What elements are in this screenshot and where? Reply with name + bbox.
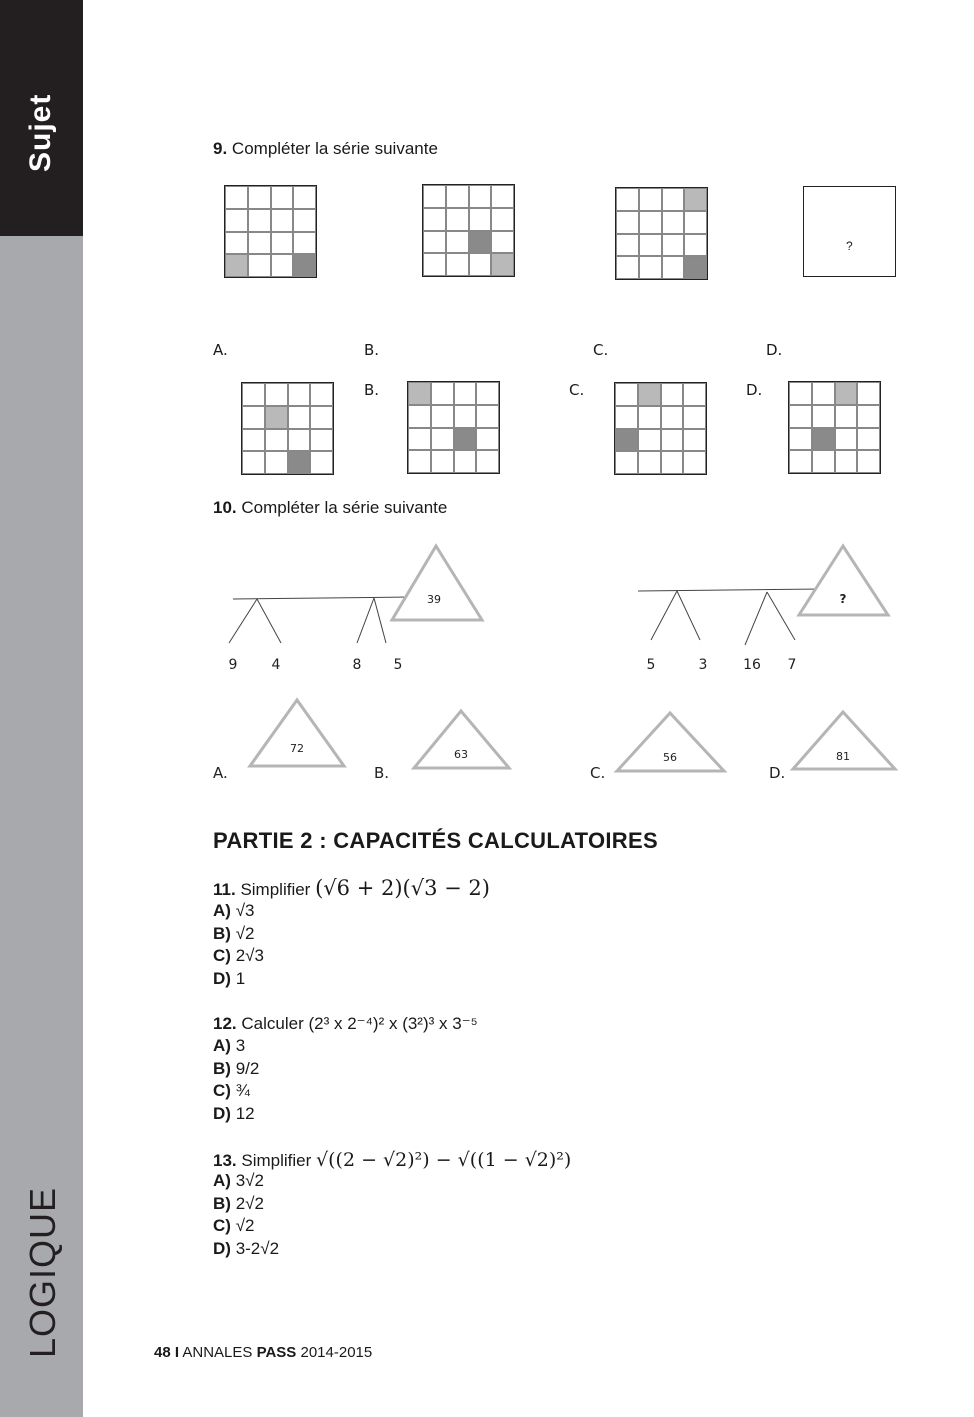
answer-value-c: 56: [663, 751, 677, 764]
answer-text: √2: [235, 1216, 255, 1235]
question-number: 11.: [213, 880, 236, 899]
answer-letter: A): [213, 901, 231, 920]
answer-value-a: 72: [290, 742, 304, 755]
answer-label-a: A.: [213, 764, 228, 782]
question-number: 10.: [213, 498, 237, 517]
answer-text: √3: [235, 901, 255, 920]
answer-b: [213, 924, 254, 944]
answer-letter: B): [213, 1059, 231, 1078]
answer-letter: A): [213, 1036, 231, 1055]
sidebar-title-sujet: Sujet: [24, 93, 57, 172]
footer-prefix: ANNALES: [182, 1344, 253, 1361]
answer-value-d: 81: [836, 750, 850, 763]
answer-c: [213, 1081, 250, 1101]
question-11-title: [213, 876, 490, 900]
question-12-title: [213, 1014, 478, 1034]
question-text: Compléter la série suivante: [241, 498, 448, 517]
answer-text: ¾: [235, 1081, 250, 1100]
answer-text: 3√2: [235, 1171, 264, 1190]
answer-text: 12: [235, 1104, 255, 1123]
option-label: D.: [746, 381, 763, 399]
footer-years: 2014-2015: [300, 1344, 373, 1361]
answer-label-c: C.: [590, 764, 606, 782]
question-number: 9.: [213, 139, 228, 158]
answer-text: √2: [235, 924, 255, 943]
answer-letter: D): [213, 969, 231, 988]
question-text: Compléter la série suivante: [231, 139, 438, 158]
answer-b: [213, 1194, 264, 1214]
answer-text: 1: [235, 969, 246, 988]
answer-label-d: D.: [769, 764, 786, 782]
footer-brand: PASS: [256, 1344, 297, 1361]
answer-value-b: 63: [454, 748, 468, 761]
left-number: 4: [271, 657, 281, 673]
option-label: C.: [593, 341, 609, 359]
answer-letter: C): [213, 1216, 231, 1235]
left-number: 5: [393, 657, 403, 673]
answer-letter: B): [213, 1194, 231, 1213]
answer-letter: D): [213, 1239, 231, 1258]
answer-c: [213, 1216, 254, 1236]
question-text: Simplifier: [241, 1151, 312, 1170]
math-expression: (√6 + 2)(√3 − 2): [315, 876, 490, 900]
answer-text: 2√2: [235, 1194, 264, 1213]
question-text: Calculer: [241, 1014, 304, 1033]
answer-c: [213, 946, 264, 966]
left-tree-diagram: [229, 597, 410, 643]
left-number: 9: [228, 657, 238, 673]
right-number: 7: [787, 657, 797, 673]
answer-text: 9/2: [235, 1059, 260, 1078]
answer-letter: C): [213, 946, 231, 965]
math-expression: (2³ x 2⁻⁴)² x (3²)³ x 3⁻⁵: [308, 1014, 478, 1033]
right-tree-diagram: [638, 589, 822, 645]
right-number: 5: [646, 657, 656, 673]
answer-a: [213, 901, 254, 921]
answer-triangle-a: [250, 700, 344, 766]
right-number: 3: [698, 657, 708, 673]
option-label: D.: [766, 341, 783, 359]
right-result: ?: [839, 592, 847, 606]
answer-text: 2√3: [235, 946, 264, 965]
option-label: B.: [364, 341, 380, 359]
answer-b: [213, 1059, 259, 1079]
answer-label-b: B.: [374, 764, 390, 782]
math-expression: √((2 − √2)²) − √((1 − √2)²): [316, 1149, 572, 1171]
answer-letter: D): [213, 1104, 231, 1123]
right-number: 16: [743, 657, 761, 673]
option-label: C.: [569, 381, 585, 399]
page-footer: [154, 1344, 372, 1361]
left-triangle: [392, 546, 482, 620]
question-text: Simplifier: [240, 880, 311, 899]
option-label: A.: [213, 341, 228, 359]
answer-d: [213, 1104, 255, 1124]
answer-a: [213, 1171, 264, 1191]
question-number: 12.: [213, 1014, 237, 1033]
answer-letter: A): [213, 1171, 231, 1190]
answer-text: 3-2√2: [235, 1239, 280, 1258]
question-mark: ?: [846, 239, 853, 253]
footer-separator: I: [174, 1344, 180, 1361]
left-number: 8: [352, 657, 362, 673]
answer-text: 3: [235, 1036, 246, 1055]
answer-d: [213, 1239, 279, 1259]
answer-d: [213, 969, 245, 989]
option-label: B.: [364, 381, 380, 399]
section-heading: PARTIE 2 : CAPACITÉS CALCULATOIRES: [213, 828, 658, 853]
question-number: 13.: [213, 1151, 237, 1170]
page-number: 48: [154, 1344, 171, 1361]
answer-letter: C): [213, 1081, 231, 1100]
answer-letter: B): [213, 924, 231, 943]
left-result: 39: [427, 593, 441, 606]
question-13-title: [213, 1149, 571, 1171]
answer-a: [213, 1036, 245, 1056]
sidebar-title-logique: LOGIQUE: [22, 1186, 63, 1358]
